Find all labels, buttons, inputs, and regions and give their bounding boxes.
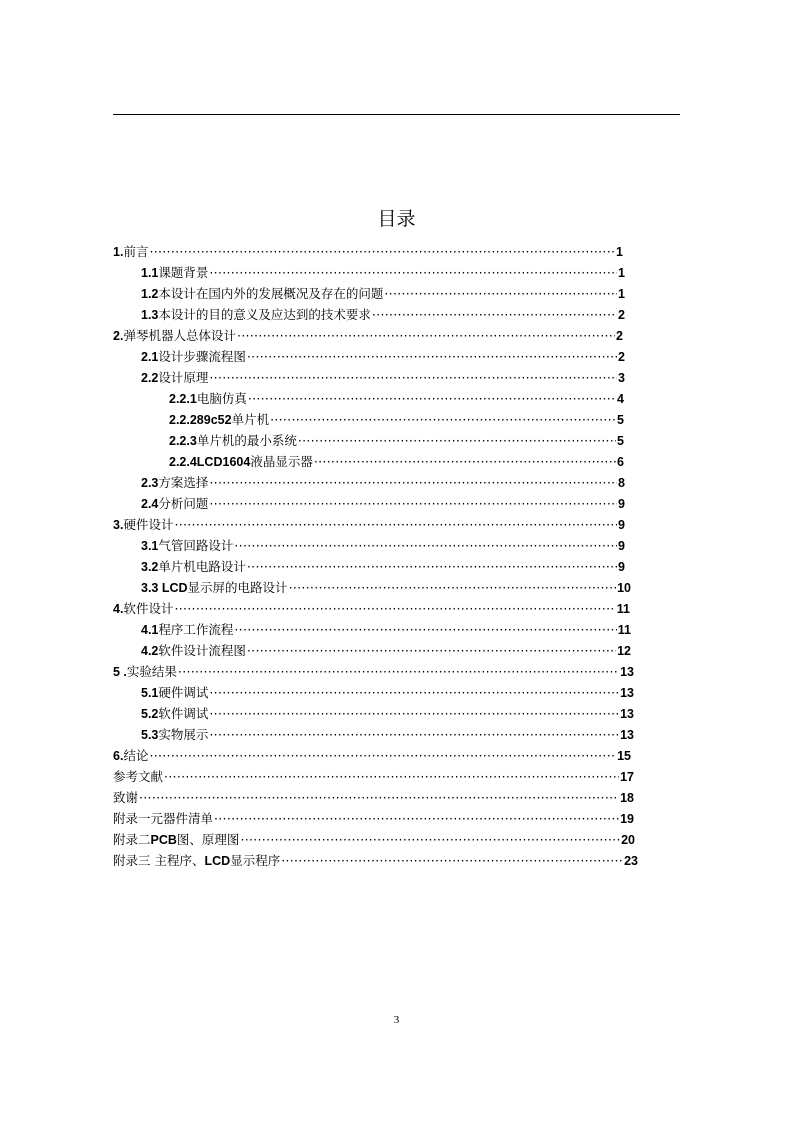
- toc-entry-title: 前言: [123, 244, 149, 259]
- toc-entry-page: 19: [620, 812, 634, 826]
- toc-entry-page: 10: [617, 581, 631, 595]
- toc-entry-title: 电脑仿真: [196, 391, 247, 406]
- toc-entry-number: 2.: [113, 329, 124, 343]
- toc-entry-3[interactable]: [113, 515, 625, 535]
- toc-entry-page: 23: [624, 854, 638, 868]
- toc-leader: [209, 263, 617, 283]
- toc-entry-number: 5 .: [113, 665, 127, 679]
- toc-entry-title: 结论: [123, 748, 149, 763]
- toc-entry-page: 5: [617, 434, 624, 448]
- toc-leader: [149, 746, 616, 766]
- toc-entry-references[interactable]: [113, 767, 634, 787]
- toc-entry-6[interactable]: [113, 746, 631, 766]
- toc-entry-title: 分析问题: [158, 496, 209, 511]
- toc-entry-title: 设计原理: [158, 370, 209, 385]
- toc-entry-number: 1.: [113, 245, 124, 259]
- toc-entry-title: 实验结果: [126, 664, 177, 679]
- toc-entry-page: 2: [618, 308, 625, 322]
- toc-entry-title: 液晶显示器: [250, 454, 313, 469]
- toc-entry-page: 9: [618, 560, 625, 574]
- toc-entry-number: 4.1: [141, 623, 159, 637]
- toc-entry-number: 5.2: [141, 707, 159, 721]
- toc-entry-number: 4.: [113, 602, 124, 616]
- toc-entry-acknowledgements[interactable]: [113, 788, 634, 808]
- toc-leader: [209, 704, 619, 724]
- toc-entry-page: 1: [616, 245, 623, 259]
- toc-entry-page: 15: [617, 749, 631, 763]
- toc-entry-1-2[interactable]: [141, 284, 625, 304]
- toc-entry-3-1[interactable]: [141, 536, 625, 556]
- toc-entry-4[interactable]: [113, 599, 630, 619]
- toc-entry-number: LCD: [204, 854, 231, 868]
- toc-entry-page: 3: [618, 371, 625, 385]
- toc-entry-1-3[interactable]: [141, 305, 625, 325]
- toc-entry-2-2-3[interactable]: [169, 431, 624, 451]
- toc-entry-2-2-4[interactable]: [169, 452, 624, 472]
- toc-entry-page: 18: [620, 791, 634, 805]
- toc-leader: [289, 578, 617, 598]
- toc-entry-page: 9: [618, 518, 625, 532]
- toc-entry-page: 9: [618, 497, 625, 511]
- toc-entry-number: 1.1: [141, 266, 159, 280]
- toc-leader: [174, 515, 617, 535]
- toc-entry-number: 3.1: [141, 539, 159, 553]
- toc-entry-number: 2.4: [141, 497, 159, 511]
- toc-entry-title: 本设计的目的意义及应达到的技术要求: [158, 307, 371, 322]
- toc-entry-2-1[interactable]: [141, 347, 625, 367]
- toc-leader: [247, 641, 616, 661]
- toc-entry-title: 设计步骤流程图: [158, 349, 246, 364]
- toc-leader: [237, 326, 615, 346]
- toc-entry-page: 2: [618, 350, 625, 364]
- toc-entry-2-2[interactable]: [141, 368, 625, 388]
- toc-entry-page: 1: [618, 266, 625, 280]
- toc-leader: [178, 662, 619, 682]
- toc-entry-2-3[interactable]: [141, 473, 625, 493]
- toc-entry-2-2-1[interactable]: [169, 389, 624, 409]
- toc-leader: [234, 536, 617, 556]
- toc-leader: [314, 452, 616, 472]
- toc-entry-page: 20: [621, 833, 635, 847]
- toc-leader: [247, 557, 617, 577]
- toc-leader: [209, 725, 619, 745]
- toc-entry-number: 5.3: [141, 728, 159, 742]
- toc-entry-number: PCB: [150, 833, 177, 847]
- toc-entry-5[interactable]: [113, 662, 634, 682]
- toc-entry-title: 软件调试: [158, 706, 209, 721]
- toc-entry-page: 13: [620, 686, 634, 700]
- toc-entry-number: 2.2: [141, 371, 159, 385]
- toc-entry-number: 5.1: [141, 686, 159, 700]
- toc-entry-title: 软件设计流程图: [158, 643, 246, 658]
- toc-entry-title: 课题背景: [158, 265, 209, 280]
- toc-entry-page: 4: [617, 392, 624, 406]
- toc-leader: [214, 809, 619, 829]
- toc-entry-2[interactable]: [113, 326, 623, 346]
- toc-entry-page: 8: [618, 476, 625, 490]
- toc-entry-page: 9: [618, 539, 625, 553]
- toc-entry-page: 11: [616, 602, 630, 616]
- toc-leader: [149, 242, 615, 262]
- toc-leader: [174, 599, 615, 619]
- toc-leader: [209, 473, 617, 493]
- toc-entry-page: 11: [617, 623, 631, 637]
- toc-entry-number: 1.2: [141, 287, 159, 301]
- toc-entry-page: 12: [617, 644, 631, 658]
- toc-entry-title: 显示屏的电路设计: [187, 580, 288, 595]
- toc-entry-title: 参考文献: [113, 769, 164, 784]
- toc-entry-number: 1.3: [141, 308, 159, 322]
- toc-entry-title: 硬件调试: [158, 685, 209, 700]
- toc-entry-page: 6: [617, 455, 624, 469]
- toc-entry-3-2[interactable]: [141, 557, 625, 577]
- toc-entry-number: 2.2.3: [169, 434, 197, 448]
- toc-entry-5-2[interactable]: [141, 704, 634, 724]
- toc-leader: [209, 368, 617, 388]
- toc-entry-4-1[interactable]: [141, 620, 631, 640]
- toc-leader: [248, 389, 616, 409]
- toc-entry-page: 13: [620, 728, 634, 742]
- toc-entry-page: 1: [618, 287, 625, 301]
- toc-entry-title: 单片机: [231, 412, 270, 427]
- toc-entry-title: 方案选择: [158, 475, 209, 490]
- toc-leader: [209, 494, 617, 514]
- toc-leader: [139, 788, 619, 808]
- toc-entry-appendix-3[interactable]: [113, 851, 638, 871]
- toc-entry-title: 附录二: [113, 832, 151, 847]
- toc-leader: [234, 620, 616, 640]
- toc-leader: [240, 830, 620, 850]
- toc-entry-number: 3.2: [141, 560, 159, 574]
- toc-entry-title-suffix: 图、原理图: [176, 832, 240, 847]
- toc-entry-page: 13: [620, 707, 634, 721]
- toc-entry-3-3[interactable]: [141, 578, 631, 598]
- toc-leader: [298, 431, 616, 451]
- toc-entry-2-2-2[interactable]: [169, 410, 624, 430]
- toc-entry-title: 气管回路设计: [158, 538, 234, 553]
- toc-entry-title: 软件设计: [123, 601, 174, 616]
- toc-entry-title: 附录一元器件清单: [113, 811, 214, 826]
- toc-entry-appendix-2[interactable]: [113, 830, 635, 850]
- toc-entry-title: 本设计在国内外的发展概况及存在的问题: [158, 286, 384, 301]
- toc-entry-number: 4.2: [141, 644, 159, 658]
- toc-entry-1[interactable]: [113, 242, 623, 262]
- toc-entry-number: 2.2.1: [169, 392, 197, 406]
- toc-entry-number: 2.2.289c52: [169, 413, 232, 427]
- toc-entry-title: 硬件设计: [123, 517, 174, 532]
- toc-entry-number: 2.2.4LCD1604: [169, 455, 251, 469]
- toc-leader: [384, 284, 617, 304]
- toc-entry-1-1[interactable]: [141, 263, 625, 283]
- toc-entry-page: 17: [620, 770, 634, 784]
- toc-entry-title: 附录三 主程序、: [113, 853, 205, 868]
- toc-entry-title: 实物展示: [158, 727, 209, 742]
- toc-entry-number: 2.1: [141, 350, 159, 364]
- toc-entry-title: 单片机电路设计: [158, 559, 246, 574]
- header-rule: [113, 114, 680, 115]
- toc-entry-4-2[interactable]: [141, 641, 631, 661]
- toc-entry-number: 2.3: [141, 476, 159, 490]
- toc-entry-2-4[interactable]: [141, 494, 625, 514]
- toc-entry-title: 致谢: [113, 790, 139, 805]
- toc-leader: [247, 347, 617, 367]
- toc-entry-5-3[interactable]: [141, 725, 634, 745]
- page-number: 3: [393, 1014, 400, 1026]
- toc-leader: [372, 305, 617, 325]
- toc-entry-5-1[interactable]: [141, 683, 634, 703]
- toc-entry-number: 3.: [113, 518, 124, 532]
- toc-entry-title: 单片机的最小系统: [196, 433, 297, 448]
- page-title: 目录: [377, 208, 416, 230]
- toc-entry-title: 弹琴机器人总体设计: [123, 328, 236, 343]
- toc-leader: [164, 767, 619, 787]
- toc-entry-page: 5: [617, 413, 624, 427]
- toc-leader: [209, 683, 619, 703]
- toc-entry-number: 6.: [113, 749, 124, 763]
- toc-entry-page: 2: [616, 329, 623, 343]
- toc-leader: [281, 851, 623, 871]
- toc-entry-number: 3.3 LCD: [141, 581, 188, 595]
- toc-entry-page: 13: [620, 665, 634, 679]
- toc-entry-appendix-1[interactable]: [113, 809, 634, 829]
- toc-entry-title-suffix: 显示程序: [230, 853, 281, 868]
- toc-leader: [270, 410, 616, 430]
- toc-entry-title: 程序工作流程: [158, 622, 234, 637]
